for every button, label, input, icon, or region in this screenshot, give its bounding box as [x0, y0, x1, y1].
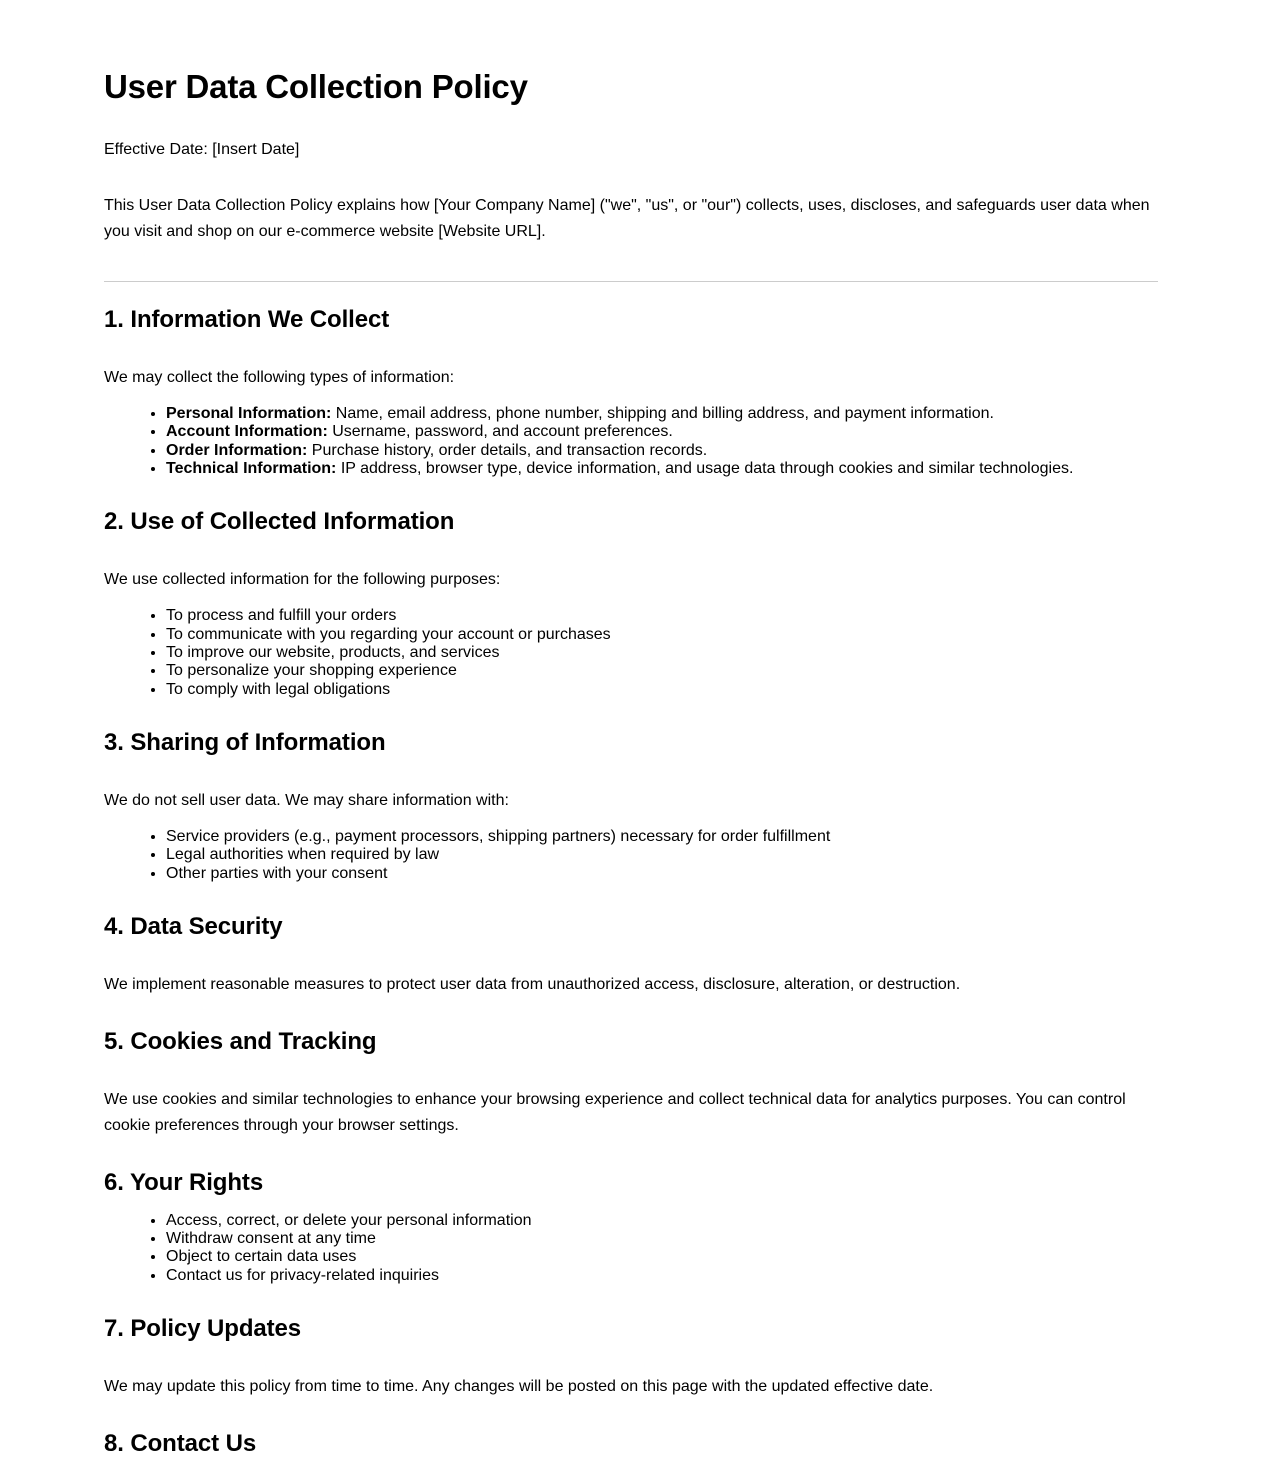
list-item-text: Service providers (e.g., payment processors, shipping partners) necessary for order fulfillment [166, 827, 831, 845]
policy-section [104, 729, 1159, 883]
list-item-text: To comply with legal obligations [166, 680, 391, 698]
section-heading: 2. Use of Collected Information [104, 508, 455, 536]
list-item [166, 626, 1159, 644]
policy-section [104, 508, 1159, 699]
list-item-label: Technical Information: [166, 459, 337, 477]
section-divider [104, 281, 1158, 282]
list-item [166, 828, 1159, 846]
list-item-label: Order Information: [166, 441, 308, 459]
list-item [166, 1248, 1159, 1266]
list-item-text: Withdraw consent at any time [166, 1230, 376, 1247]
sections-container [104, 306, 1159, 1459]
section-heading: 4. Data Security [104, 913, 283, 941]
policy-section [104, 1315, 1159, 1400]
list-item [166, 846, 1159, 864]
list-item-text: To process and fulfill your orders [166, 607, 397, 625]
section-heading: 6. Your Rights [104, 1168, 264, 1196]
section-heading: 5. Cookies and Tracking [104, 1028, 377, 1055]
section-paragraph: We implement reasonable measures to protect user data from unauthorized access, disclosure, alteration, or destruction. [104, 976, 961, 993]
bullet-list [104, 828, 1159, 883]
policy-section [104, 1028, 1159, 1139]
section-paragraph: We use collected information for the following purposes: [104, 571, 501, 589]
list-item [166, 1230, 1159, 1248]
section-paragraph: We do not sell user data. We may share information with: [104, 791, 509, 809]
intro-paragraph: This User Data Collection Policy explains how [Your Company Name] ("we", "us", or "our") collects, uses, discloses, and safeguards user data when you visit and shop on our e-commerce website [Website URL]. [104, 196, 1150, 240]
page-title: User Data Collection Policy [104, 68, 528, 105]
list-item-text: Username, password, and account preferences. [327, 423, 673, 441]
list-item [166, 460, 1159, 478]
section-paragraph: We use cookies and similar technologies to enhance your browsing experience and collect technical data for analytics purposes. You can control cookie preferences through your browser settings. [104, 1090, 1126, 1134]
list-item [166, 662, 1159, 680]
list-item [166, 865, 1159, 883]
policy-section [104, 913, 1159, 998]
list-item-label: Personal Information: [166, 404, 332, 422]
list-item [166, 1212, 1159, 1230]
list-item-text: IP address, browser type, device information, and usage data through cookies and similar technologies. [336, 459, 1074, 477]
section-heading: 3. Sharing of Information [104, 729, 386, 757]
effective-date-line: Effective Date: [Insert Date] [104, 140, 300, 158]
bullet-list [104, 1212, 1159, 1286]
list-item [166, 442, 1159, 460]
list-item-text: Object to certain data uses [166, 1248, 357, 1266]
section-heading: 8. Contact Us [104, 1430, 257, 1458]
policy-section [104, 306, 1159, 478]
list-item-text: To improve our website, products, and services [166, 643, 500, 661]
list-item-text: Legal authorities when required by law [166, 846, 440, 864]
section-heading: 7. Policy Updates [104, 1315, 302, 1343]
list-item-text: To communicate with you regarding your account or purchases [166, 625, 611, 643]
list-item [166, 423, 1159, 441]
section-paragraph: We may update this policy from time to time. Any changes will be posted on this page with the updated effective date. [104, 1378, 934, 1396]
section-heading: 1. Information We Collect [104, 305, 390, 333]
list-item-text: Access, correct, or delete your personal information [166, 1211, 532, 1229]
bullet-list [104, 405, 1159, 479]
list-item [166, 607, 1159, 625]
list-item [166, 681, 1159, 699]
bullet-list [104, 607, 1159, 699]
list-item-text: Other parties with your consent [166, 864, 388, 882]
list-item [166, 644, 1159, 662]
list-item-label: Account Information: [166, 423, 328, 441]
policy-section [104, 1169, 1159, 1285]
list-item-text: Contact us for privacy-related inquiries [166, 1266, 440, 1284]
policy-section [104, 1430, 1159, 1459]
list-item-text: To personalize your shopping experience [166, 662, 457, 680]
list-item [166, 405, 1159, 423]
list-item-text: Name, email address, phone number, shipping and billing address, and payment information. [331, 404, 994, 422]
list-item-text: Purchase history, order details, and transaction records. [307, 441, 708, 459]
list-item [166, 1267, 1159, 1285]
section-paragraph: We may collect the following types of information: [104, 368, 455, 386]
